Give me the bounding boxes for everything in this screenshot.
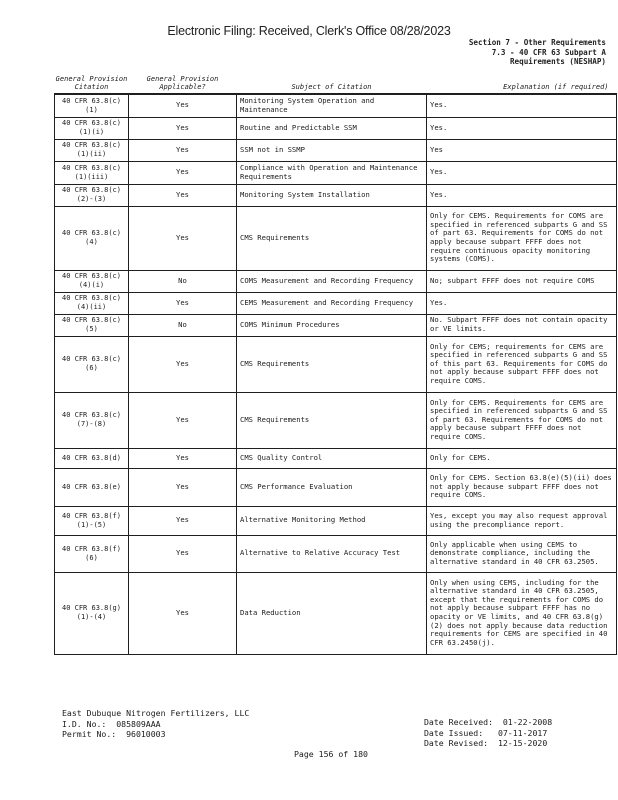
section-title: Section 7 - Other Requirements [468, 38, 606, 47]
permit-number [62, 729, 249, 740]
explanation-cell: Yes, except you may also request approval using the precompliance report. [427, 506, 617, 535]
subject-cell: Monitoring System Operation and Maintenance [237, 94, 427, 117]
citation-cell: 40 CFR 63.8(c)(1) [55, 94, 129, 117]
company-name: East Dubuque Nitrogen Fertilizers, LLC [62, 708, 250, 718]
applicable-cell: Yes [129, 468, 237, 506]
table-row [55, 292, 617, 314]
citation-cell: 40 CFR 63.8(c)(1)(ii) [55, 139, 129, 161]
explanation-cell: Only applicable when using CEMS to demonstrate compliance, including the alternative standard in 40 CFR 63.2505. [427, 535, 617, 572]
date-revised [424, 738, 552, 749]
table-row [55, 448, 617, 468]
citation-cell: 40 CFR 63.8(c)(5) [55, 314, 129, 336]
explanation-cell: Yes. [427, 161, 617, 184]
table-row [55, 506, 617, 535]
explanation-cell: Only for CEMS. Section 63.8(e)(5)(ii) does not apply because subpart FFFF does not require COMS. [427, 468, 617, 506]
table-row [55, 206, 617, 270]
citation-cell: 40 CFR 63.8(c)(6) [55, 336, 129, 392]
citation-cell: 40 CFR 63.8(c)(7)-(8) [55, 392, 129, 448]
applicable-cell: Yes [129, 139, 237, 161]
citation-cell: 40 CFR 63.8(c)(1)(i) [55, 117, 129, 139]
subject-cell: Alternative Monitoring Method [237, 506, 427, 535]
revised-value: 12-15-2020 [497, 738, 548, 749]
subject-cell: Compliance with Operation and Maintenance Requirements [237, 161, 427, 184]
received-label: Date Received: [424, 717, 494, 727]
citation-table [54, 75, 617, 655]
explanation-cell: Only for CEMS; requirements for CEMS are specified in referenced subparts G and SS of this part 63. Requirements for COMS do not apply because subpart FFFF does not require COMS. [427, 336, 617, 392]
explanation-cell: Yes. [427, 117, 617, 139]
applicable-cell: Yes [129, 535, 237, 572]
date-issued [424, 728, 552, 739]
id-number [62, 719, 249, 730]
citation-cell: 40 CFR 63.8(d) [55, 448, 129, 468]
applicable-cell: Yes [129, 506, 237, 535]
table-row [55, 184, 617, 206]
subject-cell: Data Reduction [237, 572, 427, 654]
table-row [55, 139, 617, 161]
filing-stamp: Electronic Filing: Received, Clerk's Office 08/28/2023 [167, 24, 451, 38]
subject-cell: CMS Quality Control [237, 448, 427, 468]
explanation-cell: No. Subpart FFFF does not contain opacity or VE limits. [427, 314, 617, 336]
subject-cell: Alternative to Relative Accuracy Test [237, 535, 427, 572]
applicable-cell: Yes [129, 572, 237, 654]
citation-cell: 40 CFR 63.8(c)(4)(i) [55, 270, 129, 292]
table-row [55, 161, 617, 184]
subject-cell: CMS Requirements [237, 206, 427, 270]
page-number: Page 156 of 180 [294, 749, 368, 759]
applicable-cell: Yes [129, 161, 237, 184]
citation-cell: 40 CFR 63.8(e) [55, 468, 129, 506]
explanation-cell: Yes. [427, 292, 617, 314]
issued-label: Date Issued: [424, 727, 484, 738]
section-subtitle-2: Requirements (NESHAP) [509, 57, 606, 66]
facility-info [62, 708, 249, 740]
subject-cell: CMS Performance Evaluation [237, 468, 427, 506]
table-row [55, 392, 617, 448]
table-row [55, 468, 617, 506]
explanation-cell: Only for CEMS. [427, 448, 617, 468]
subject-cell: CMS Requirements [237, 392, 427, 448]
subject-cell: COMS Measurement and Recording Frequency [237, 270, 427, 292]
applicable-cell: Yes [129, 94, 237, 117]
subject-cell: Routine and Predictable SSM [237, 117, 427, 139]
subject-cell: COMS Minimum Procedures [237, 314, 427, 336]
citation-cell: 40 CFR 63.8(f)(6) [55, 535, 129, 572]
table-row [55, 117, 617, 139]
citation-cell: 40 CFR 63.8(c)(2)-(3) [55, 184, 129, 206]
explanation-cell: No; subpart FFFF does not require COMS [427, 270, 617, 292]
table-row [55, 572, 617, 654]
subject-cell: CMS Requirements [237, 336, 427, 392]
citation-cell: 40 CFR 63.8(c)(4)(ii) [55, 292, 129, 314]
explanation-cell: Yes. [427, 94, 617, 117]
applicable-cell: No [129, 270, 237, 292]
header-explanation: Explanation (if required) [503, 83, 609, 91]
permit-label: Permit No.: [62, 729, 117, 740]
explanation-cell: Only when using CEMS, including for the alternative standard in 40 CFR 63.2505, except that the requirements for COMS do not apply because subpart FFFF has no opacity or VE limits, and 40 CFR 63.8(g)(2) does not apply because data reduction requirements for CEMS are specified in 40 CFR 63.2450(j). [427, 572, 617, 654]
table-row [55, 336, 617, 392]
section-header [469, 38, 606, 67]
citation-cell: 40 CFR 63.8(g)(1)-(4) [55, 572, 129, 654]
table-row [55, 94, 617, 117]
section-subtitle: 7.3 - 40 CFR 63 Subpart A [491, 47, 606, 57]
table-row [55, 535, 617, 572]
header-subject: Subject of Citation [291, 83, 372, 91]
explanation-cell: Yes [427, 139, 617, 161]
header-citation: General Provision Citation [55, 75, 128, 91]
citation-cell: 40 CFR 63.8(c)(4) [55, 206, 129, 270]
received-value: 01-22-2008 [502, 717, 553, 727]
explanation-cell: Only for CEMS. Requirements for COMS are specified in referenced subparts G and SS of part 63. Requirements for COMS do not apply because subpart FFFF does not require continuous opacity monitoring systems (COMS). [427, 206, 617, 270]
subject-cell: SSM not in SSMP [237, 139, 427, 161]
date-received [424, 717, 552, 728]
permit-value: 96010003 [126, 729, 166, 740]
revised-label: Date Revised: [424, 738, 489, 749]
explanation-cell: Yes. [427, 184, 617, 206]
applicable-cell: Yes [129, 392, 237, 448]
subject-cell: CEMS Measurement and Recording Frequency [237, 292, 427, 314]
table-row [55, 314, 617, 336]
applicable-cell: Yes [129, 292, 237, 314]
citation-cell: 40 CFR 63.8(f)(1)-(5) [55, 506, 129, 535]
applicable-cell: Yes [129, 336, 237, 392]
issued-value: 07-11-2017 [497, 727, 548, 738]
applicable-cell: Yes [129, 448, 237, 468]
id-label: I.D. No.: [62, 718, 107, 729]
explanation-cell: Only for CEMS. Requirements for CEMS are specified in referenced subparts G and SS of part 63. Requirements for COMS do not apply because subpart FFFF does not require COMS. [427, 392, 617, 448]
id-value: 085809AAA [116, 718, 161, 729]
header-applicable: General Provision Applicable? [146, 75, 219, 91]
citation-cell: 40 CFR 63.8(c)(1)(iii) [55, 161, 129, 184]
table-row [55, 270, 617, 292]
applicable-cell: Yes [129, 184, 237, 206]
subject-cell: Monitoring System Installation [237, 184, 427, 206]
date-info [424, 717, 552, 749]
applicable-cell: No [129, 314, 237, 336]
applicable-cell: Yes [129, 206, 237, 270]
applicable-cell: Yes [129, 117, 237, 139]
